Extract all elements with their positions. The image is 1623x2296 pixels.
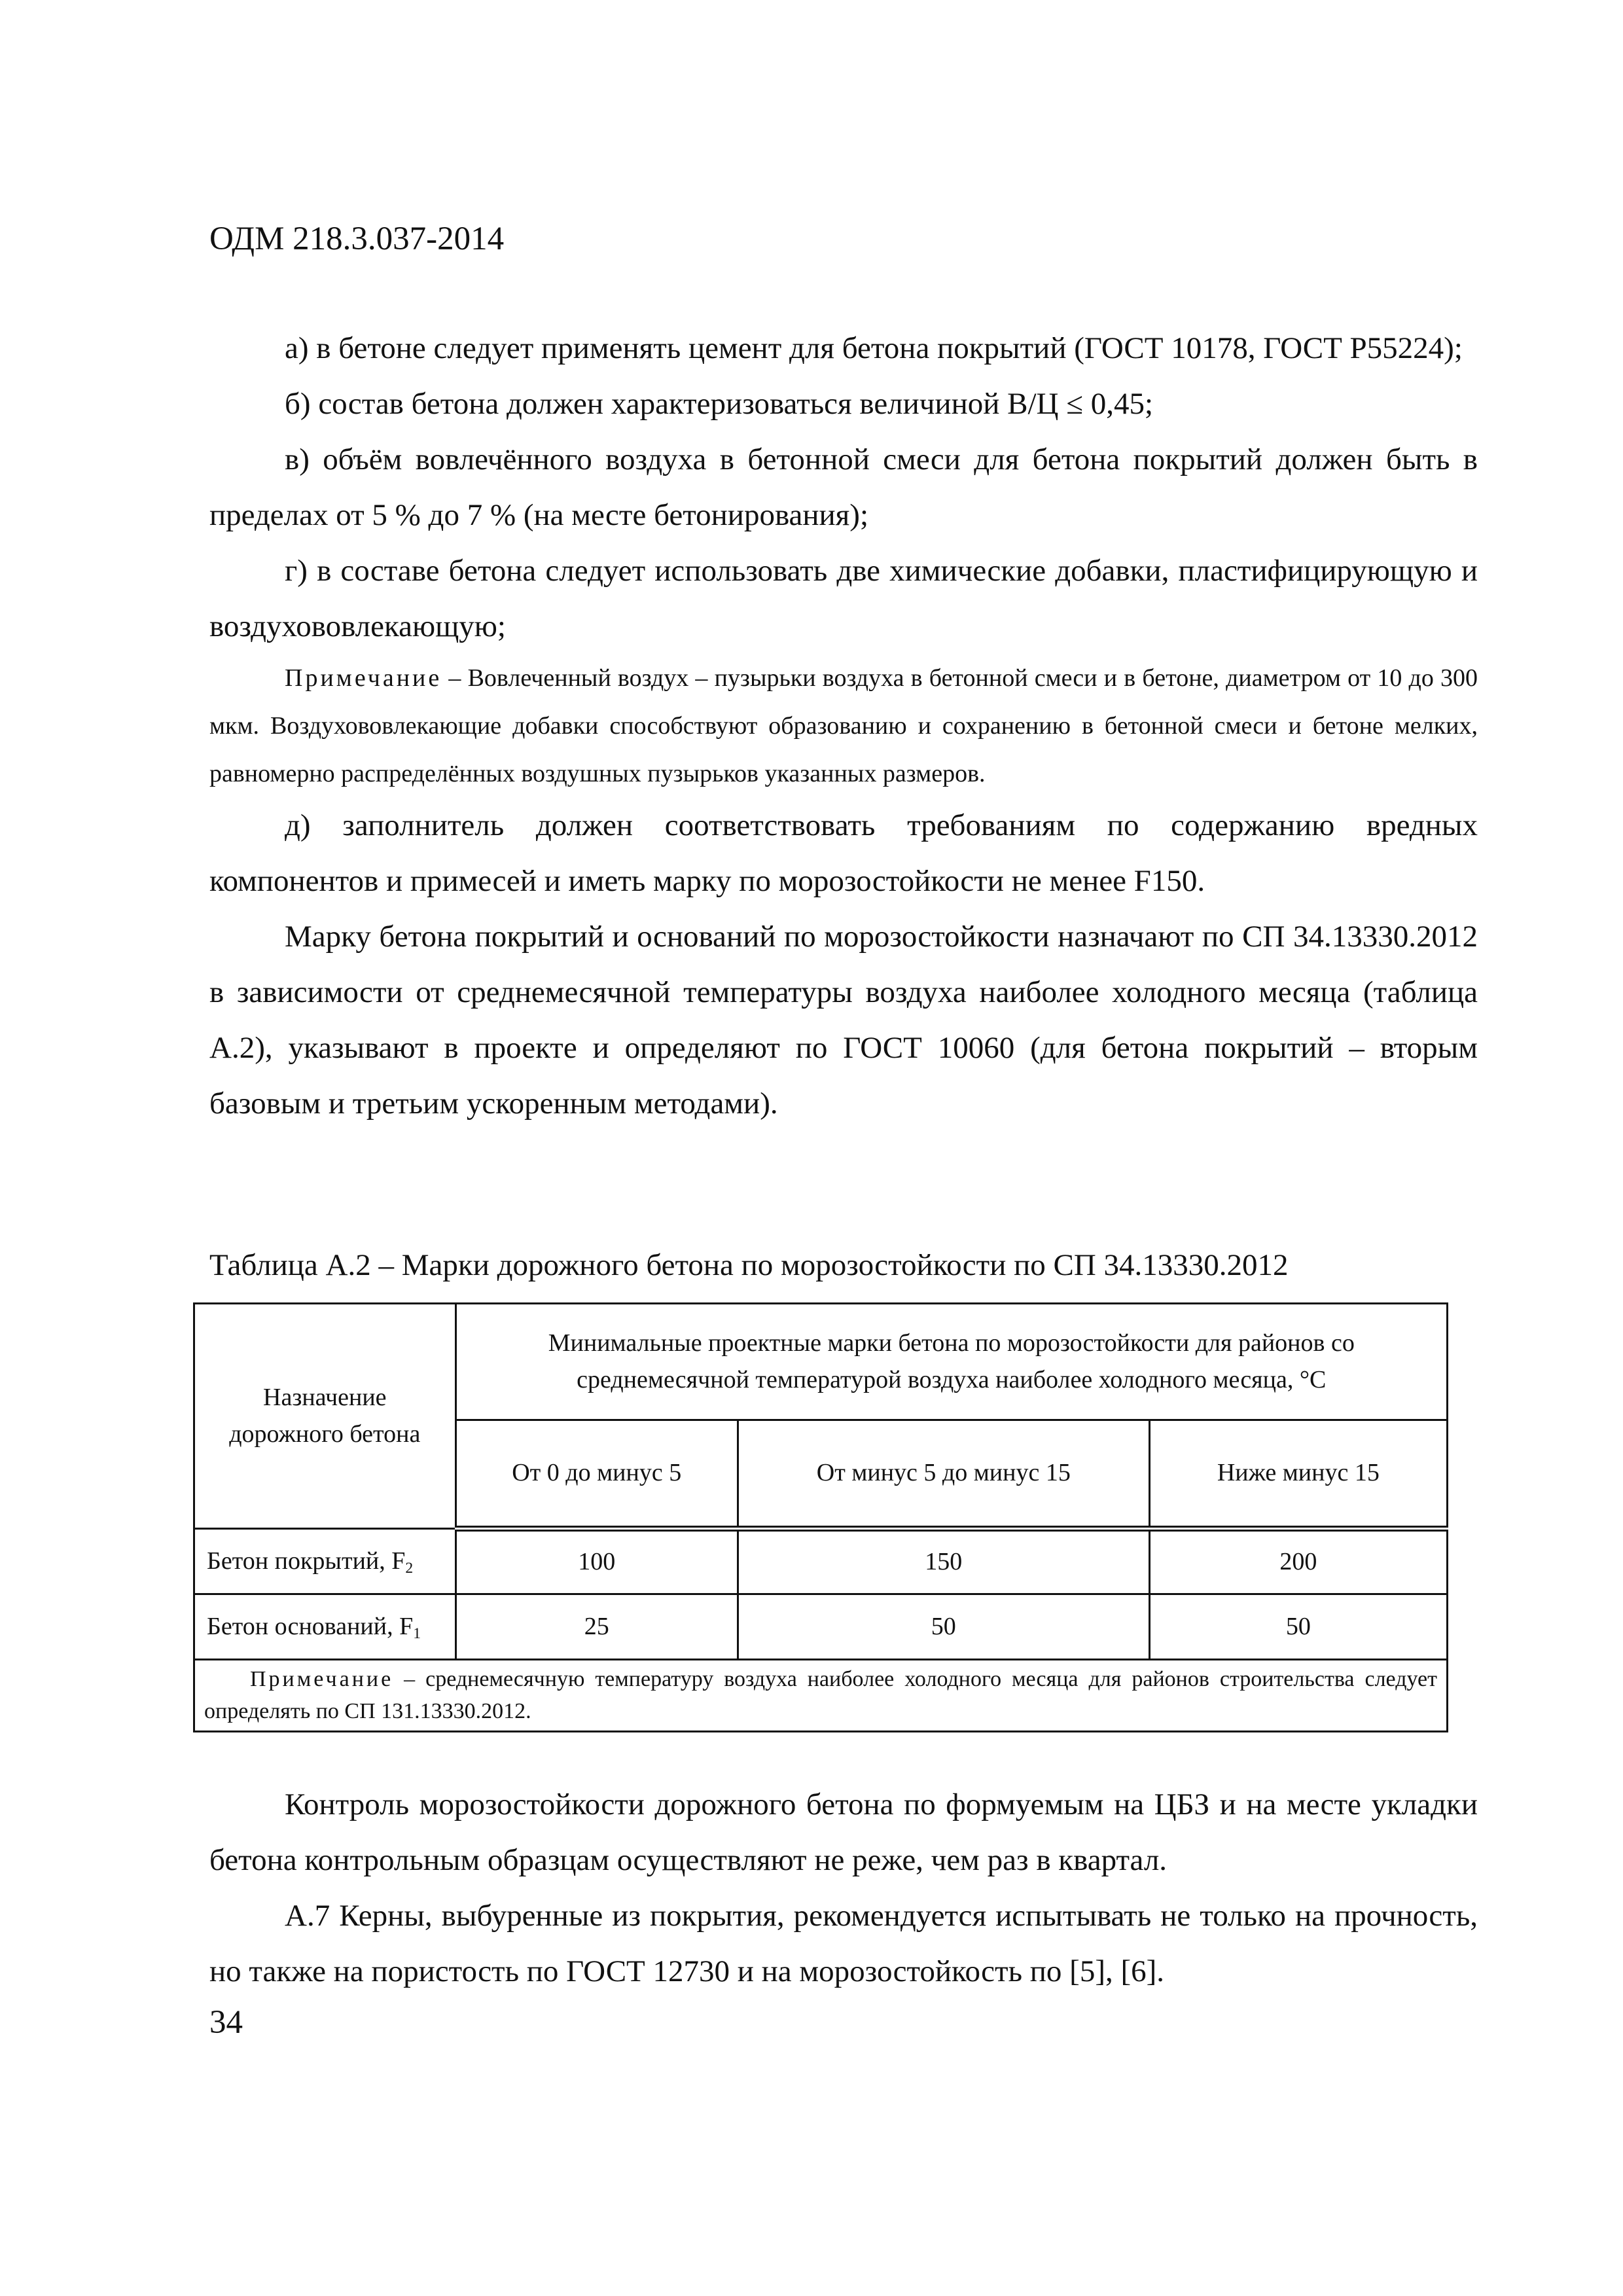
column-header-range-2: От минус 5 до минус 15 — [738, 1420, 1149, 1529]
column-header-range-3: Ниже минус 15 — [1149, 1420, 1447, 1529]
body-text-upper — [209, 321, 1478, 1132]
table-cell: 150 — [738, 1529, 1149, 1594]
paragraph-frost-grade: Марку бетона покрытий и оснований по морозостойкости назначают по СП 34.13330.2012 в зависимости от среднемесячной температуры воздуха наиболее холодного месяца (таблица А.2), указывают в проекте и определяют по ГОСТ 10060 (для бетона покрытий – вторым базовым и третьим ускоренным методами). — [209, 920, 1478, 1121]
column-group-header: Минимальные проектные марки бетона по морозостойкости для районов со среднемесячной температурой воздуха наиболее холодного месяца, °С — [455, 1304, 1447, 1420]
paragraph-item-b: б) состав бетона должен характеризоваться величиной В/Ц ≤ 0,45; — [285, 387, 1154, 421]
column-header-purpose: Назначение дорожного бетона — [194, 1304, 456, 1529]
paragraph-item-d: д) заполнитель должен соответствовать требованиям по содержанию вредных компонентов и примесей и иметь марку по морозостойкости не менее F150. — [209, 808, 1478, 898]
frost-resistance-table-wrapper — [193, 1302, 1448, 1732]
document-code-header: ОДМ 218.3.037-2014 — [209, 221, 505, 257]
paragraph-a7: А.7 Керны, выбуренные из покрытия, рекомендуется испытывать не только на прочность, но также на пористость по ГОСТ 12730 и на морозостойкость по [5], [6]. — [209, 1899, 1478, 1988]
table-cell: 100 — [455, 1529, 738, 1594]
note-label: Примечание — [285, 664, 442, 692]
table-note-row — [194, 1660, 1448, 1732]
table-cell: 50 — [1149, 1594, 1447, 1660]
frost-resistance-table — [193, 1302, 1448, 1732]
body-text-lower — [209, 1777, 1478, 2000]
note-text: – Вовлеченный воздух – пузырьки воздуха в бетонной смеси и в бетоне, диаметром от 10 до 300 мкм. Воздухововлекающие добавки способствуют образованию и сохранению в бетонной смеси и бетоне мелких, равномерно распределённых воздушных пузырьков указанных размеров. — [209, 664, 1478, 787]
table-row — [194, 1529, 1448, 1594]
note-paragraph — [209, 655, 1478, 798]
row-label-coating: Бетон покрытий, $F_2$ — [194, 1529, 456, 1594]
paragraph-item-v: в) объём вовлечённого воздуха в бетонной смеси для бетона покрытий должен быть в пределах от 5 % до 7 % (на месте бетонирования); — [209, 442, 1478, 532]
table-cell: 25 — [455, 1594, 738, 1660]
table-caption: Таблица А.2 – Марки дорожного бетона по морозостойкости по СП 34.13330.2012 — [209, 1248, 1289, 1282]
page-number: 34 — [209, 2004, 243, 2041]
table-row — [194, 1594, 1448, 1660]
row-label-base: Бетон оснований, $F_1$ — [194, 1594, 456, 1660]
column-header-range-1: От 0 до минус 5 — [455, 1420, 738, 1529]
table-note: Примечание – среднемесячную температуру воздуха наиболее холодного месяца для районов строительства следует определять по СП 131.13330.2012. — [194, 1660, 1448, 1732]
paragraph-item-g: г) в составе бетона следует использовать две химические добавки, пластифицирующую и воздухововлекающую; — [209, 554, 1478, 643]
table-cell: 200 — [1149, 1529, 1447, 1594]
paragraph-control: Контроль морозостойкости дорожного бетона по формуемым на ЦБЗ и на месте укладки бетона контрольным образцам осуществляют не реже, чем раз в квартал. — [209, 1787, 1478, 1877]
paragraph-item-a: а) в бетоне следует применять цемент для бетона покрытий (ГОСТ 10178, ГОСТ Р55224); — [285, 331, 1463, 365]
table-cell: 50 — [738, 1594, 1149, 1660]
